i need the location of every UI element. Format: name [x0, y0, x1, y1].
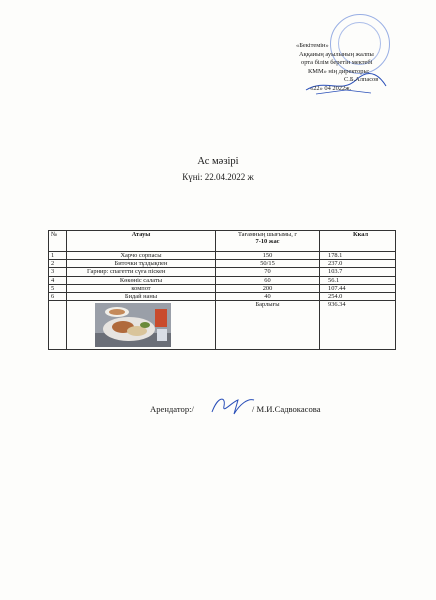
row-output: 70 [216, 268, 320, 276]
row-name: Биточки тұздықпен [67, 260, 216, 268]
page-title: Ас мәзірі [197, 156, 239, 167]
row-kcal: 107.44 [320, 284, 396, 292]
row-name: компот [67, 284, 216, 292]
header-output-line2: 7-10 жас [255, 238, 280, 245]
total-kcal: 936.34 [320, 301, 396, 350]
row-num: 2 [49, 260, 67, 268]
row-output: 60 [216, 276, 320, 284]
approval-line: КММ» нің директоры: [308, 67, 370, 75]
header-kcal: Ккал [320, 231, 396, 252]
header-num: № [49, 231, 67, 252]
row-output: 40 [216, 293, 320, 301]
menu-table [48, 230, 396, 350]
row-output: 200 [216, 284, 320, 292]
row-kcal: 237.0 [320, 260, 396, 268]
row-num: 4 [49, 276, 67, 284]
approval-line: орта білім беретін мектебі [301, 59, 373, 67]
approval-line: С.Б.Алпасов [344, 76, 379, 84]
menu-date: Күні: 22.04.2022 ж [182, 172, 254, 182]
approval-line: «Бекітемін» [296, 42, 329, 49]
row-output: 150 [216, 252, 320, 260]
row-kcal: 103.7 [320, 268, 396, 276]
row-name: Гарнир: спагетти сүға піскен [67, 268, 216, 276]
lessee-label: Арендатор:/ [150, 404, 194, 414]
total-row [49, 301, 396, 350]
header-output-line1: Тағамның шығымы, г [237, 231, 298, 238]
food-photo [95, 303, 171, 347]
row-num: 1 [49, 252, 67, 260]
row-num: 3 [49, 268, 67, 276]
table-row [49, 293, 396, 301]
row-num: 5 [49, 284, 67, 292]
row-name: Бидай наны [67, 293, 216, 301]
header-name: Атауы [67, 231, 216, 252]
table-row [49, 276, 396, 284]
total-num-cell [49, 301, 67, 350]
row-kcal: 254.0 [320, 293, 396, 301]
header-output [216, 231, 320, 252]
approval-line: Аққаиың ауылының жалпы [299, 50, 374, 58]
signature-line [150, 404, 321, 414]
row-name: Харчо сорпасы [67, 252, 216, 260]
row-kcal: 56.1 [320, 276, 396, 284]
total-label: Барлығы [216, 301, 320, 350]
lessee-name: / М.И.Садвокасова [251, 404, 321, 414]
approval-date: «22» 04 2022ж. [310, 84, 352, 92]
table-row [49, 252, 396, 260]
food-photo-cell [67, 301, 216, 350]
row-num: 6 [49, 293, 67, 301]
row-output: 50/15 [216, 260, 320, 268]
table-row [49, 284, 396, 292]
row-kcal: 178.1 [320, 252, 396, 260]
approval-block [296, 42, 421, 94]
table-row [49, 260, 396, 268]
table-row [49, 268, 396, 276]
table-header-row [49, 231, 396, 252]
row-name: Көкөніс салаты [67, 276, 216, 284]
